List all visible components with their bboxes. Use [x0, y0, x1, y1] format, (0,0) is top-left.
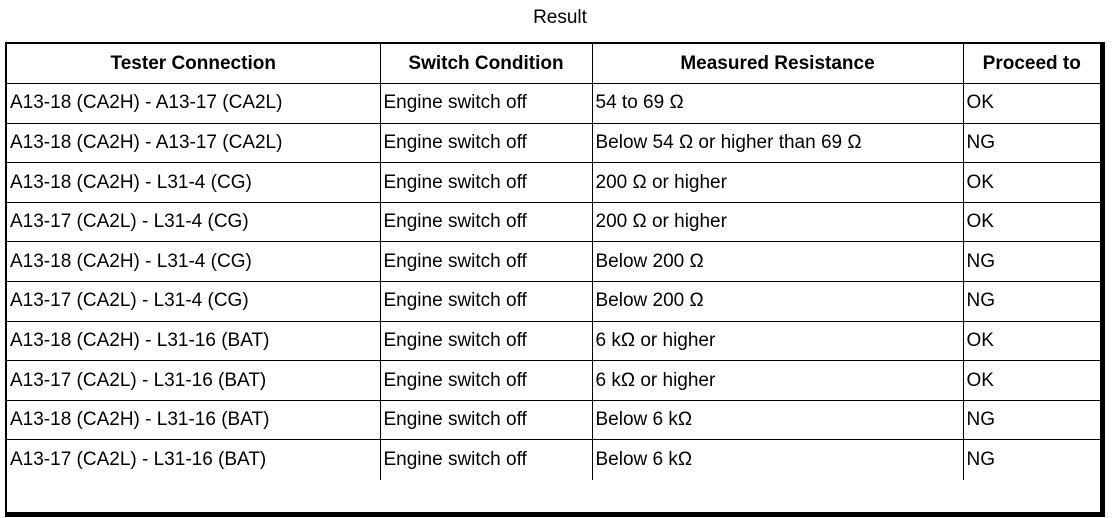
table-row — [7, 282, 1100, 322]
table-row — [7, 163, 1100, 203]
table-row — [7, 361, 1100, 401]
result-table-frame — [5, 42, 1105, 517]
cell-measured-resistance: Below 6 kΩ — [592, 440, 963, 480]
cell-measured-resistance: 6 kΩ or higher — [592, 321, 963, 361]
cell-switch-condition: Engine switch off — [380, 282, 592, 322]
cell-proceed-to: NG — [963, 400, 1100, 440]
cell-measured-resistance: Below 54 Ω or higher than 69 Ω — [592, 123, 963, 163]
cell-tester-connection: A13-18 (CA2H) - L31-16 (BAT) — [7, 400, 380, 440]
cell-measured-resistance: 200 Ω or higher — [592, 163, 963, 203]
cell-proceed-to: OK — [963, 163, 1100, 203]
table-title: Result — [533, 7, 587, 28]
column-header-switch-condition: Switch Condition — [380, 44, 592, 84]
table-row — [7, 400, 1100, 440]
cell-proceed-to: OK — [963, 321, 1100, 361]
cell-switch-condition: Engine switch off — [380, 321, 592, 361]
table-row — [7, 321, 1100, 361]
cell-tester-connection: A13-18 (CA2H) - L31-16 (BAT) — [7, 321, 380, 361]
table-row — [7, 84, 1100, 124]
column-header-proceed-to: Proceed to — [963, 44, 1100, 84]
cell-switch-condition: Engine switch off — [380, 400, 592, 440]
cell-proceed-to: NG — [963, 282, 1100, 322]
cell-switch-condition: Engine switch off — [380, 242, 592, 282]
cell-proceed-to: OK — [963, 361, 1100, 401]
cell-tester-connection: A13-17 (CA2L) - L31-4 (CG) — [7, 202, 380, 242]
cell-measured-resistance: Below 200 Ω — [592, 282, 963, 322]
cell-tester-connection: A13-18 (CA2H) - L31-4 (CG) — [7, 163, 380, 203]
cell-proceed-to: NG — [963, 440, 1100, 480]
cell-measured-resistance: 54 to 69 Ω — [592, 84, 963, 124]
cell-tester-connection: A13-17 (CA2L) - L31-16 (BAT) — [7, 361, 380, 401]
cell-measured-resistance: 6 kΩ or higher — [592, 361, 963, 401]
cell-proceed-to: OK — [963, 202, 1100, 242]
header-row — [7, 44, 1100, 84]
cell-switch-condition: Engine switch off — [380, 84, 592, 124]
cell-proceed-to: NG — [963, 123, 1100, 163]
cell-switch-condition: Engine switch off — [380, 123, 592, 163]
cell-tester-connection: A13-18 (CA2H) - L31-4 (CG) — [7, 242, 380, 282]
cell-switch-condition: Engine switch off — [380, 440, 592, 480]
table-row — [7, 123, 1100, 163]
table-row — [7, 440, 1100, 480]
cell-switch-condition: Engine switch off — [380, 361, 592, 401]
cell-tester-connection: A13-17 (CA2L) - L31-4 (CG) — [7, 282, 380, 322]
cell-measured-resistance: Below 200 Ω — [592, 242, 963, 282]
column-header-measured-resistance: Measured Resistance — [592, 44, 963, 84]
cell-proceed-to: NG — [963, 242, 1100, 282]
cell-proceed-to: OK — [963, 84, 1100, 124]
cell-tester-connection: A13-18 (CA2H) - A13-17 (CA2L) — [7, 123, 380, 163]
cell-switch-condition: Engine switch off — [380, 163, 592, 203]
cell-tester-connection: A13-18 (CA2H) - A13-17 (CA2L) — [7, 84, 380, 124]
result-table — [7, 44, 1100, 480]
cell-measured-resistance: 200 Ω or higher — [592, 202, 963, 242]
cell-tester-connection: A13-17 (CA2L) - L31-16 (BAT) — [7, 440, 380, 480]
column-header-tester-connection: Tester Connection — [7, 44, 380, 84]
cell-switch-condition: Engine switch off — [380, 202, 592, 242]
table-row — [7, 242, 1100, 282]
cell-measured-resistance: Below 6 kΩ — [592, 400, 963, 440]
table-row — [7, 202, 1100, 242]
